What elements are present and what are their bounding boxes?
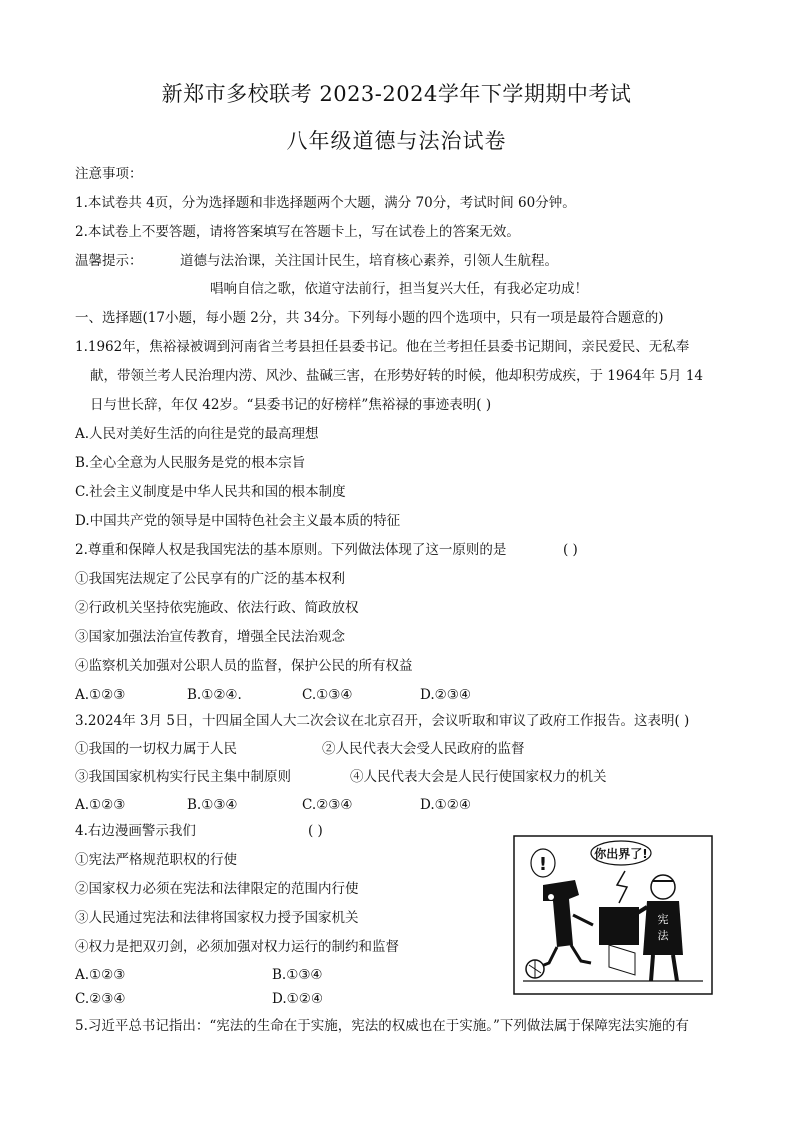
q1-option-b: B.全心全意为人民服务是党的根本宗旨 — [75, 455, 306, 471]
exam-subtitle: 八年级道德与法治试卷 — [286, 129, 507, 153]
q1-stem-line-3: 日与世长辞，年仅 42岁。“县委书记的好榜样”焦裕禄的事迹表明( ) — [90, 397, 492, 413]
q1-stem-line-1: 1.1962年，焦裕禄被调到河南省兰考县担任县委书记。他在兰考担任县委书记期间，亲民爱民、无私奉 — [75, 339, 690, 355]
referee-shirt-text-1: 宪 — [657, 913, 669, 926]
q4-statement-3: ③人民通过宪法和法律将国家权力授予国家机关 — [75, 910, 359, 926]
q1-option-c: C.社会主义制度是中华人民共和国的根本制度 — [75, 484, 346, 500]
tip-line-2: 唱响自信之歌，依道守法前行，担当复兴大任，有我必定功成！ — [210, 281, 588, 297]
power-figure-eye — [548, 894, 554, 900]
exclamation-mark: ! — [538, 854, 548, 875]
q4-option-b: B.①③④ — [272, 967, 323, 983]
q4-option-c: C.②③④ — [75, 991, 126, 1007]
q1-option-d: D.中国共产党的领导是中国特色社会主义最本质的特征 — [75, 513, 401, 529]
q5-stem-line-1: 5.习近平总书记指出：“宪法的生命在于实施，宪法的权威也在于实施。”下列做法属于保障宪法实施的有 — [75, 1018, 689, 1034]
q4-option-d: D.①②④ — [272, 991, 323, 1007]
q2-option-a: A.①②③ — [75, 687, 126, 703]
q3-option-a: A.①②③ — [75, 797, 126, 813]
notice-item-1: 1.本试卷共 4页，分为选择题和非选择题两个大题，满分 70分，考试时间 60分钟。 — [75, 195, 576, 211]
q2-option-b: B.①②④. — [187, 687, 242, 703]
referee-shirt-text-2: 法 — [657, 929, 669, 942]
tip-label: 温馨提示： — [75, 253, 143, 269]
q4-option-a: A.①②③ — [75, 967, 126, 983]
exam-title: 新郑市多校联考 2023-2024学年下学期期中考试 — [161, 82, 632, 106]
q1-stem-line-2: 献，带领兰考人民治理内涝、风沙、盐碱三害，在形势好转的时候，他却积劳成疾，于 1964年 5月 14 — [90, 368, 703, 384]
q3-stem: 3.2024年 3月 5日，十四届全国人大二次会议在北京召开，会议听取和审议了政府工作报告。这表明( ) — [75, 713, 690, 729]
q4-statement-1: ①宪法严格规范职权的行使 — [75, 852, 237, 868]
q2-statement-4: ④监察机关加强对公职人员的监督，保护公民的所有权益 — [75, 658, 413, 674]
q1-option-a: A.人民对美好生活的向往是党的最高理想 — [75, 426, 319, 442]
q4-answer-paren: ( ) — [308, 823, 323, 839]
q2-statement-2: ②行政机关坚持依宪施政、依法行政、简政放权 — [75, 600, 359, 616]
q2-statement-3: ③国家加强法治宣传教育，增强全民法治观念 — [75, 629, 345, 645]
q3-statement-3: ③我国国家机构实行民主集中制原则 — [75, 769, 291, 785]
tip-line-1: 道德与法治课，关注国计民生，培育核心素养，引领人生航程。 — [180, 253, 558, 269]
q3-option-d: D.①②④ — [420, 797, 471, 813]
q2-option-d: D.②③④ — [420, 687, 471, 703]
q2-answer-paren: ( ) — [563, 542, 578, 558]
q2-stem: 2.尊重和保障人权是我国宪法的基本原则。下列做法体现了这一原则的是 — [75, 542, 507, 558]
q2-option-c: C.①③④ — [302, 687, 353, 703]
notice-item-2: 2.本试卷上不要答题，请将答案填写在答题卡上，写在试卷上的答案无效。 — [75, 224, 520, 240]
q3-option-b: B.①③④ — [187, 797, 238, 813]
speech-bubble-text: 你出界了! — [594, 847, 648, 861]
q2-statement-1: ①我国宪法规定了公民享有的广泛的基本权利 — [75, 571, 345, 587]
q4-stem: 4.右边漫画警示我们 — [75, 823, 196, 839]
q3-statement-2: ②人民代表大会受人民政府的监督 — [322, 741, 525, 757]
referee-head — [651, 875, 675, 899]
q3-option-c: C.②③④ — [302, 797, 353, 813]
q4-statement-2: ②国家权力必须在宪法和法律限定的范围内行使 — [75, 881, 359, 897]
q3-statement-4: ④人民代表大会是人民行使国家权力的机关 — [350, 769, 607, 785]
q3-statement-1: ①我国的一切权力属于人民 — [75, 741, 237, 757]
notice-heading: 注意事项： — [75, 166, 143, 182]
card-box — [599, 907, 639, 945]
referee-body — [643, 901, 683, 955]
q4-statement-4: ④权力是把双刃剑，必须加强对权力运行的制约和监督 — [75, 939, 399, 955]
section-heading: 一、选择题(17小题，每小题 2分，共 34分。下列每小题的四个选项中，只有一项是最符合题意的) — [75, 310, 664, 326]
constitution-cartoon — [513, 835, 713, 995]
